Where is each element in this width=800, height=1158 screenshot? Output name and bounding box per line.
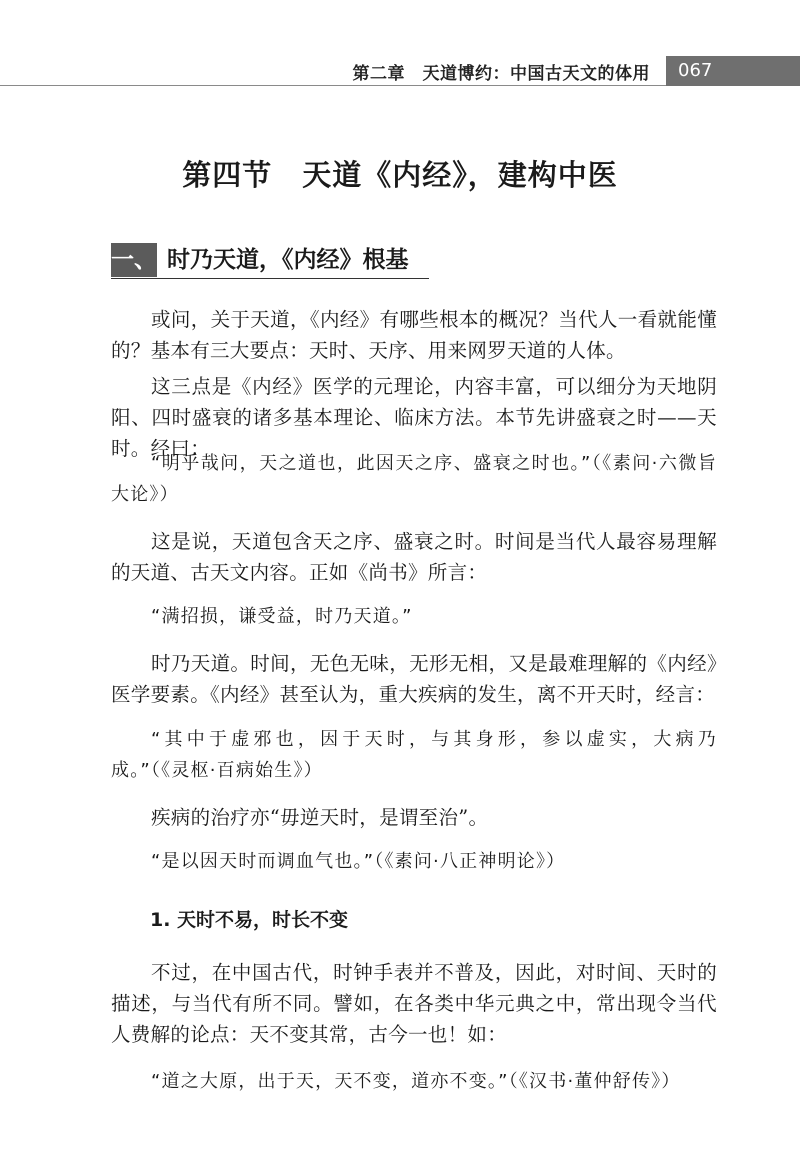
quotation-5: “道之大原，出于天，天不变，道亦不变。”（《汉书·董仲舒传》） (151, 1071, 681, 1092)
quotation-3: “其中于虚邪也，因于天时，与其身形，参以虚实，大病乃成。”（《灵枢·百病始生》） (111, 729, 717, 781)
body-paragraph-4: 时乃天道。时间，无色无味，无形无相，又是最难理解的《内经》医学要素。《内经》甚至认为，重大疾病的发生，离不开天时，经言： (111, 652, 717, 706)
quotation-4: “是以因天时而调血气也。”（《素问·八正神明论》） (151, 851, 566, 872)
page-number: 067 (678, 60, 713, 81)
body-paragraph-1: 或问，关于天道，《内经》有哪些根本的概况？当代人一看就能懂的？基本有三大要点：天时、天序、用来网罗天道的人体。 (111, 308, 717, 362)
running-head (0, 56, 800, 86)
body-paragraph-6: 不过，在中国古代，时钟手表并不普及，因此，对时间、天时的描述，与当代有所不同。譬如，在各类中华元典之中，常出现令当代人费解的论点：天不变其常，古今一也！如： (111, 961, 717, 1046)
body-paragraph-3: 这是说，天道包含天之序、盛衰之时。时间是当代人最容易理解的天道、古天文内容。正如《尚书》所言： (111, 530, 717, 584)
section-title: 第四节 天道《内经》，建构中医 (182, 158, 618, 193)
page-number-box (666, 56, 800, 86)
header-rule (0, 85, 666, 86)
numbered-heading: 1. 天时不易，时长不变 (150, 909, 349, 931)
body-paragraph-5: 疾病的治疗亦“毋逆天时，是谓至治”。 (151, 806, 489, 829)
quotation-1: “明乎哉问，天之道也，此因天之序、盛衰之时也。”（《素问·六微旨大论》） (111, 453, 717, 505)
subsection-number: 一、 (111, 243, 157, 277)
body-paragraph-2: 这三点是《内经》医学的元理论，内容丰富，可以细分为天地阴阳、四时盛衰的诸多基本理论、临床方法。本节先讲盛衰之时——天时。经曰： (111, 375, 717, 460)
chapter-running-title: 第二章 天道博约：中国古天文的体用 (352, 64, 650, 84)
quotation-2: “满招损，谦受益，时乃天道。” (151, 606, 413, 627)
subsection-underline (111, 278, 429, 279)
subsection-title: 时乃天道，《内经》根基 (167, 246, 409, 273)
